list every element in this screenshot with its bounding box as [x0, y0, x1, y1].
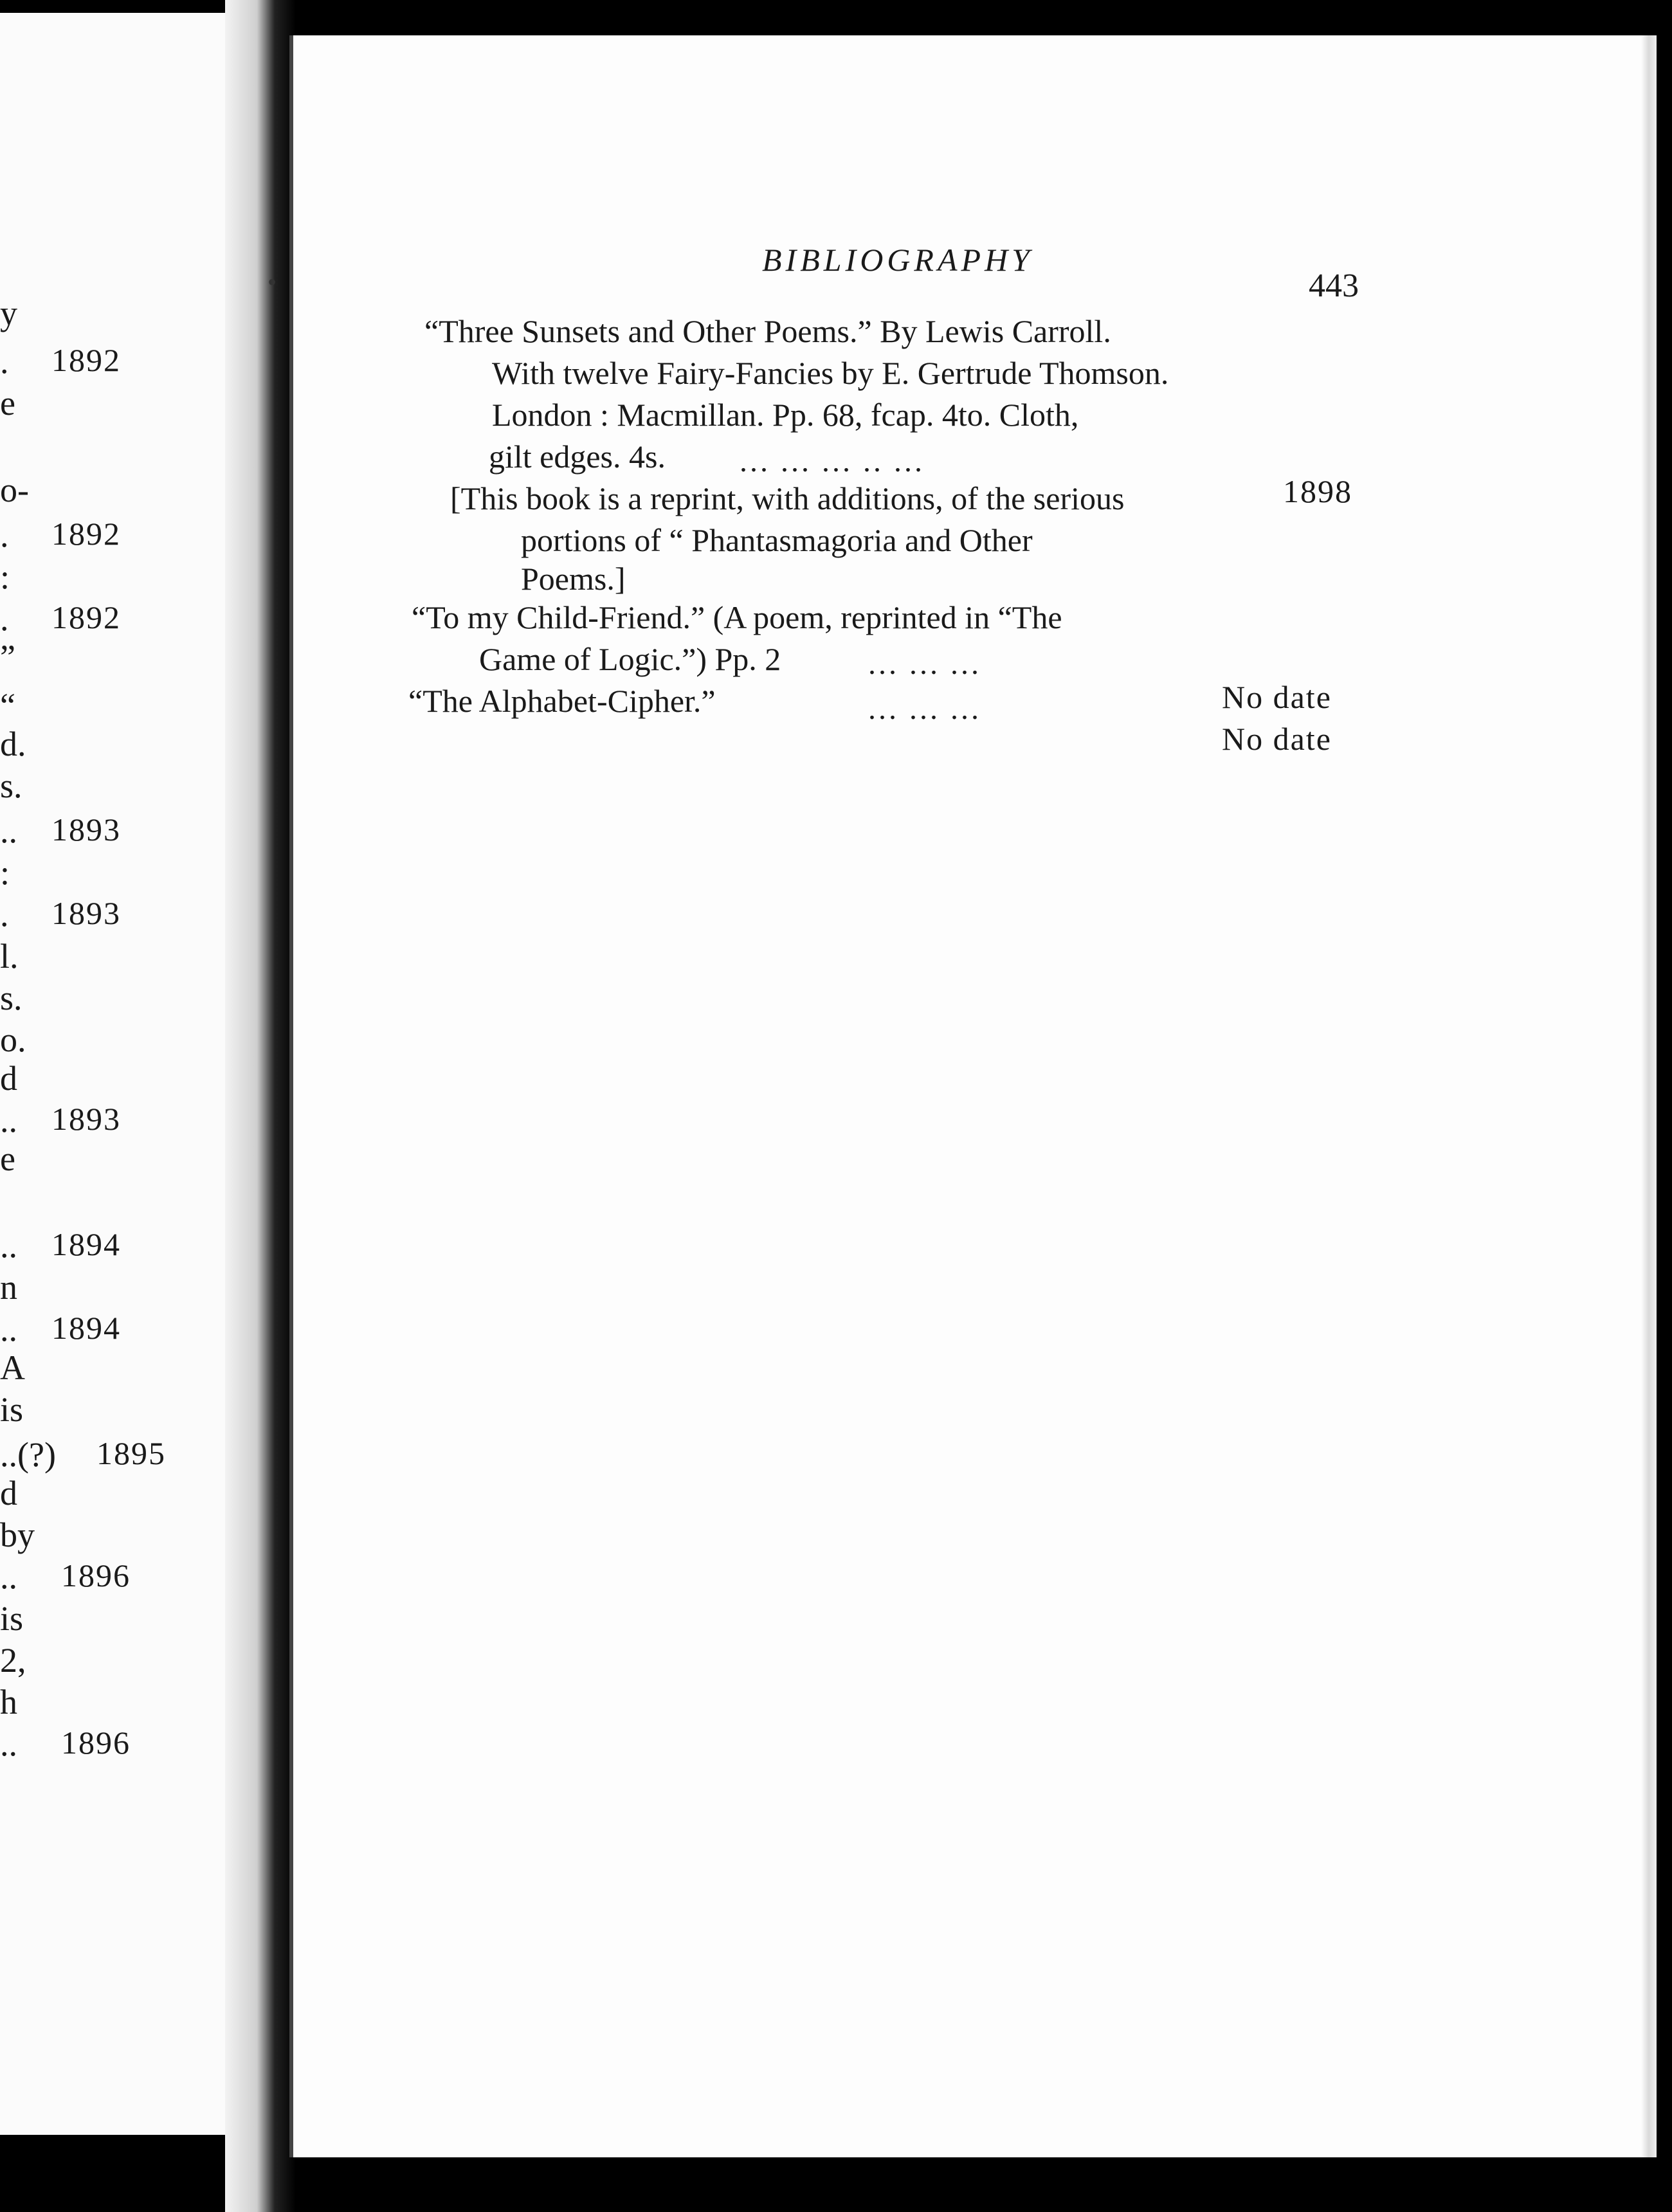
left-line-ending: n	[0, 1268, 17, 1307]
entry-line: With twelve Fairy-Fancies by E. Gertrude Thomson.	[492, 355, 1169, 391]
entry-note: [This book is a reprint, with additions, of the serious	[450, 480, 1125, 516]
entry-line: “Three Sunsets and Other Poems.” By Lewis Carroll.	[424, 313, 1111, 349]
left-line-ending: h	[0, 1683, 17, 1721]
left-line-ending: ..(?)	[0, 1435, 56, 1474]
left-year: 1893	[51, 811, 121, 848]
left-line-ending: .	[0, 516, 9, 554]
book-gutter	[225, 0, 296, 2212]
left-line-ending: s.	[0, 766, 23, 805]
left-line-ending: by	[0, 1516, 35, 1554]
left-line-ending: “	[0, 686, 15, 725]
left-line-ending: ..	[0, 1101, 17, 1139]
page-number: 443	[1309, 267, 1359, 304]
right-page	[268, 35, 1657, 2157]
left-year: 1892	[51, 516, 121, 552]
left-year: 1896	[61, 1725, 131, 1761]
left-year: 1896	[61, 1557, 131, 1593]
dot-leader: ... ... ... .. ...	[740, 444, 925, 478]
left-line-ending: ..	[0, 811, 17, 850]
left-line-ending: ..	[0, 1226, 17, 1265]
left-line-ending: ..	[0, 1725, 17, 1763]
dot-leader: ... ... ...	[868, 692, 981, 726]
left-line-ending: ..	[0, 1557, 17, 1596]
left-line-ending: :	[0, 853, 10, 892]
scan-speck: •	[268, 267, 277, 296]
left-year: 1894	[51, 1310, 121, 1346]
running-head: BIBLIOGRAPHY	[762, 242, 1033, 278]
left-year: 1893	[51, 1101, 121, 1137]
left-line-ending: :	[0, 558, 10, 596]
left-line-ending: d.	[0, 725, 26, 763]
left-line-ending: A	[0, 1348, 25, 1387]
left-line-ending: ”	[0, 638, 15, 676]
entry-year: No date	[1222, 679, 1332, 715]
left-line-ending: .	[0, 599, 9, 638]
left-year: 1892	[51, 342, 121, 378]
entry-line: Game of Logic.”) Pp. 2	[479, 641, 781, 677]
left-line-ending: .	[0, 342, 9, 381]
left-line-ending: ..	[0, 1310, 17, 1348]
entry-line: “To my Child-Friend.” (A poem, reprinted in “The	[412, 599, 1062, 635]
entry-line: “The Alphabet-Cipher.”	[408, 683, 716, 719]
left-year: 1893	[51, 895, 121, 931]
left-line-ending: y	[0, 294, 17, 332]
page-edge	[1641, 35, 1657, 2157]
entry-note: portions of “ Phantasmagoria and Other	[521, 522, 1033, 558]
entry-line: gilt edges. 4s.	[489, 439, 666, 475]
left-year: 1894	[51, 1226, 121, 1262]
left-line-ending: 2,	[0, 1641, 26, 1680]
left-line-ending: o-	[0, 471, 29, 509]
left-line-ending: l.	[0, 937, 19, 975]
entry-note: Poems.]	[521, 561, 626, 597]
dot-leader: ... ... ...	[868, 647, 981, 681]
left-line-ending: is	[0, 1390, 24, 1429]
left-line-ending: d	[0, 1474, 17, 1512]
left-line-ending: s.	[0, 979, 23, 1017]
left-year: 1892	[51, 599, 121, 635]
entry-year: 1898	[1283, 473, 1352, 509]
left-line-ending: .	[0, 895, 9, 934]
left-line-ending: e	[0, 1139, 15, 1178]
left-line-ending: e	[0, 384, 15, 422]
entry-line: London : Macmillan. Pp. 68, fcap. 4to. Cloth,	[492, 397, 1079, 433]
left-line-ending: d	[0, 1059, 17, 1098]
left-line-ending: o.	[0, 1020, 26, 1059]
left-year: 1895	[96, 1435, 166, 1471]
entry-year: No date	[1222, 721, 1332, 757]
left-line-ending: is	[0, 1599, 24, 1638]
